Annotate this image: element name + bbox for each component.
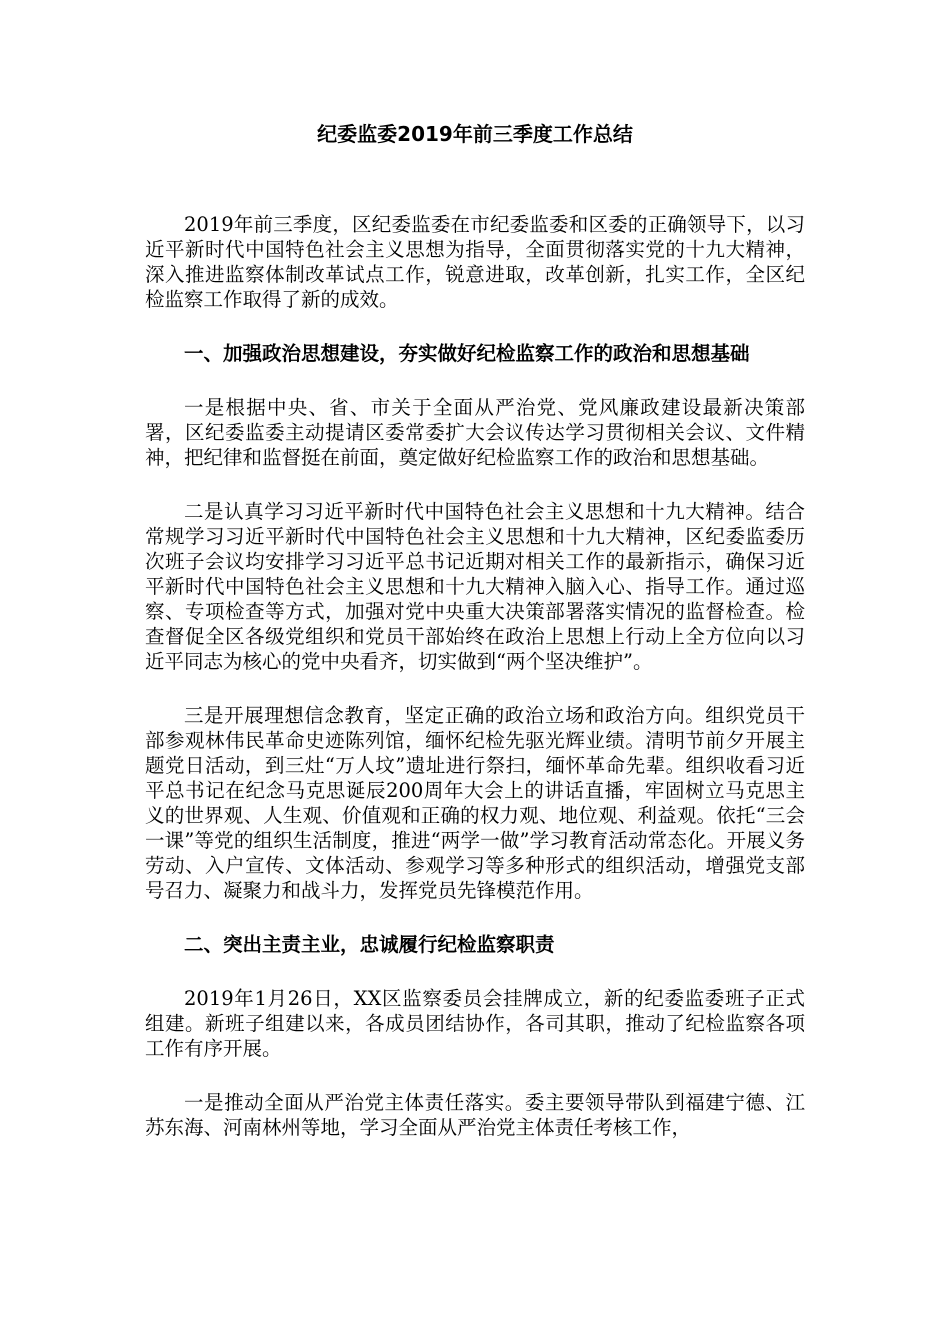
- body-paragraph: 二是认真学习习近平新时代中国特色社会主义思想和十九大精神。结合常规学习习近平新时代中国特色社会主义思想和十九大精神，区纪委监委历次班子会议均安排学习习近平总书记近期对相关工作的最新指示，确保习近平新时代中国特色社会主义思想和十九大精神入脑入心、指导工作。通过巡察、专项检查等方式，加强对党中央重大决策部署落实情况的监督检查。检查督促全区各级党组织和党员干部始终在政治上思想上行动上全方位向以习近平同志为核心的党中央看齐，切实做到“两个坚决维护”。: [145, 500, 805, 673]
- document-page: [145, 0, 805, 1140]
- body-paragraph: 2019年1月26日，XX区监察委员会挂牌成立，新的纪委监委班子正式组建。新班子组建以来，各成员团结协作，各司其职，推动了纪检监察各项工作有序开展。: [145, 987, 805, 1060]
- document-title: 纪委监委2019年前三季度工作总结: [317, 122, 633, 146]
- body-paragraph: 三是开展理想信念教育，坚定正确的政治立场和政治方向。组织党员干部参观林伟民革命史迹陈列馆，缅怀纪检先驱光辉业绩。清明节前夕开展主题党日活动，到三灶“万人坟”遗址进行祭扫，缅怀革命先辈。组织收看习近平总书记在纪念马克思诞辰200周年大会上的讲话直播，牢固树立马克思主义的世界观、人生观、价值观和正确的权力观、地位观、利益观。依托“三会一课”等党的组织生活制度，推进“两学一做”学习教育活动常态化。开展义务劳动、入户宣传、文体活动、参观学习等多种形式的组织活动，增强党支部号召力、凝聚力和战斗力，发挥党员先锋模范作用。: [145, 704, 805, 902]
- intro-paragraph: 2019年前三季度，区纪委监委在市纪委监委和区委的正确领导下，以习近平新时代中国特色社会主义思想为指导，全面贯彻落实党的十九大精神，深入推进监察体制改革试点工作，锐意进取，改革创新，扎实工作，全区纪检监察工作取得了新的成效。: [145, 213, 805, 311]
- body-paragraph: 一是根据中央、省、市关于全面从严治党、党风廉政建设最新决策部署，区纪委监委主动提请区委常委扩大会议传达学习贯彻相关会议、文件精神，把纪律和监督挺在前面，奠定做好纪检监察工作的政治和思想基础。: [145, 396, 805, 469]
- section-heading-1: 一、加强政治思想建设，夯实做好纪检监察工作的政治和思想基础: [184, 342, 750, 365]
- body-paragraph: 一是推动全面从严治党主体责任落实。委主要领导带队到福建宁德、江苏东海、河南林州等地，学习全面从严治党主体责任考核工作，: [145, 1091, 805, 1139]
- section-heading-2: 二、突出主责主业，忠诚履行纪检监察职责: [184, 933, 555, 956]
